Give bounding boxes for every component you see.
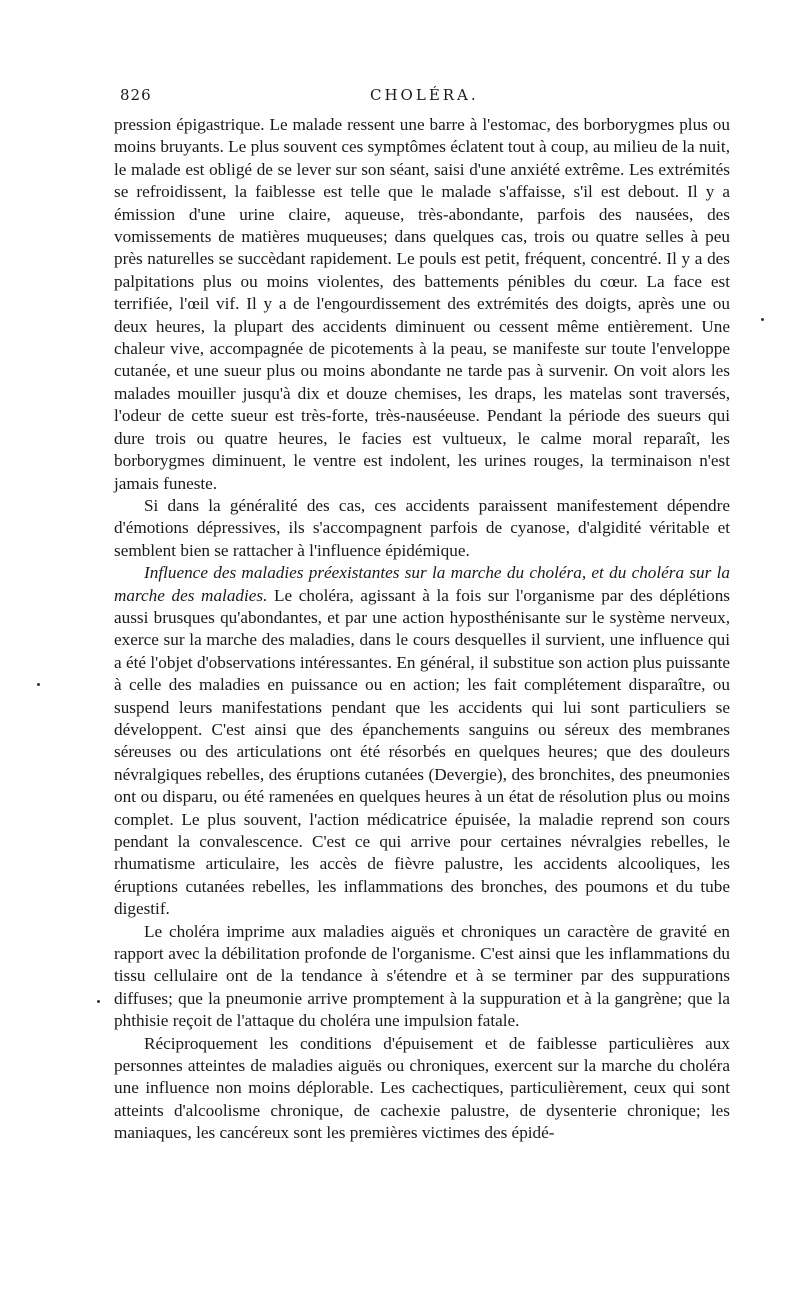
paragraph-symptoms: pression épigastrique. Le malade ressent une barre à l'estomac, des borborygmes plus ou moins bruyants. Le plus souvent ces symptômes éclatent tout à coup, au milieu de la nuit, le malade est obligé de se lever sur son séant, saisi d'une anxiété extrême. Les extrémités se refroidissent, la faiblesse est telle que le malade s'affaisse, s'il est debout. Il y a émission d'une urine claire, aqueuse, très-abondante, parfois des nausées, des vomissements de matières muqueuses; dans quelques cas, trois ou quatre selles à peu près naturelles se succèdant rapidement. Le pouls est petit, fréquent, concentré. Il y a des palpitations plus ou moins violentes, des battements pénibles du cœur. La face est terrifiée, l'œil vif. Il y a de l'engourdissement des extrémités des doigts, après une ou deux heures, la plupart des accidents diminuent ou cessent même entièrement. Une chaleur vive, accompagnée de picotements à la peau, se manifeste sur toute l'enveloppe cutanée, et une sueur plus ou moins abondante ne tarde pas à survenir. On voit alors les malades mouiller jusqu'à dix et douze chemises, les draps, les matelas sont traversés, l'odeur de cette sueur est très-forte, très-nauséeuse. Pendant la période des sueurs qui dure trois ou quatre heures, le facies est vultueux, le calme moral reparaît, les borborygmes diminuent, le ventre est indolent, les urines rouges, la terminaison n'est jamais funeste. — [114, 115, 730, 493]
page-header — [114, 80, 730, 114]
paragraph-gravity: Le choléra imprime aux maladies aiguës et chroniques un caractère de gravité en rapport avec la débilitation profonde de l'organisme. C'est ainsi que les inflammations du tissu cellulaire ont de la tendance à s'étendre et à se terminer par des suppurations diffuses; que la pneumonie arrive promptement à la suppuration et à la gangrène; que la phthisie reçoit de l'attaque du choléra une impulsion fatale. — [114, 921, 730, 1031]
body-text — [114, 114, 730, 1145]
paragraph-reciprocal: Réciproquement les conditions d'épuisement et de faiblesse particulières aux personnes atteintes de maladies aiguës ou chroniques, exercent sur la marche du choléra une influence non moins déplorable. Les cachectiques, particulièrement, ceux qui sont atteints d'alcoolisme chronique, de cachexie palustre, de dysenterie chronique; les maniaques, les cancéreux sont les premières victimes des épidé- — [114, 1033, 730, 1143]
paragraph-emotions: Si dans la généralité des cas, ces accidents paraissent manifestement dépendre d'émotions dépressives, ils s'accompagnent parfois de cyanose, d'algidité véritable et semblent bien se rattacher à l'influence épidémique. — [114, 495, 730, 560]
print-speck — [37, 683, 40, 686]
running-title: CHOLÉRA. — [370, 86, 479, 104]
paragraph-influence-text: Le choléra, agissant à la fois sur l'organisme par des déplétions aussi brusques qu'abondantes, et par une action hyposthénisante sur le système nerveux, exerce sur la marche des maladies, dans le cours desquelles il survient, une influence qui a été l'objet d'observations intéressantes. En général, il substitue son action plus puissante à celle des maladies en puissance ou en action; les fait complétement disparaître, ou suspend leurs manifestations pendant que les accidents qui lui sont particuliers se développent. C'est ainsi que des épanchements sanguins ou séreux des membranes séreuses ou des articulations ont été résorbés en quelques heures; que des douleurs névralgiques rebelles, des éruptions cutanées (Devergie), des bronchites, des pneumonies ont ou disparu, ou été ramenées en quelques heures à un état de résolution plus ou moins complet. Le plus souvent, l'action médicatrice épuisée, la maladie reprend son cours pendant la convalescence. C'est ce qui arrive pour certaines névralgies rebelles, le rhumatisme articulaire, les accès de fièvre palustre, les accidents alcooliques, les éruptions cutanées rebelles, les inflammations des bronches, des poumons et du tube digestif. — [114, 585, 730, 919]
section-heading: Influence des maladies préexistantes sur la marche du choléra, et du choléra sur la marche des maladies. — [114, 563, 730, 605]
print-speck — [761, 318, 764, 321]
print-speck — [97, 1000, 100, 1003]
page-number: 826 — [120, 86, 152, 104]
paragraph-influence — [114, 562, 730, 921]
book-page — [114, 80, 730, 1145]
